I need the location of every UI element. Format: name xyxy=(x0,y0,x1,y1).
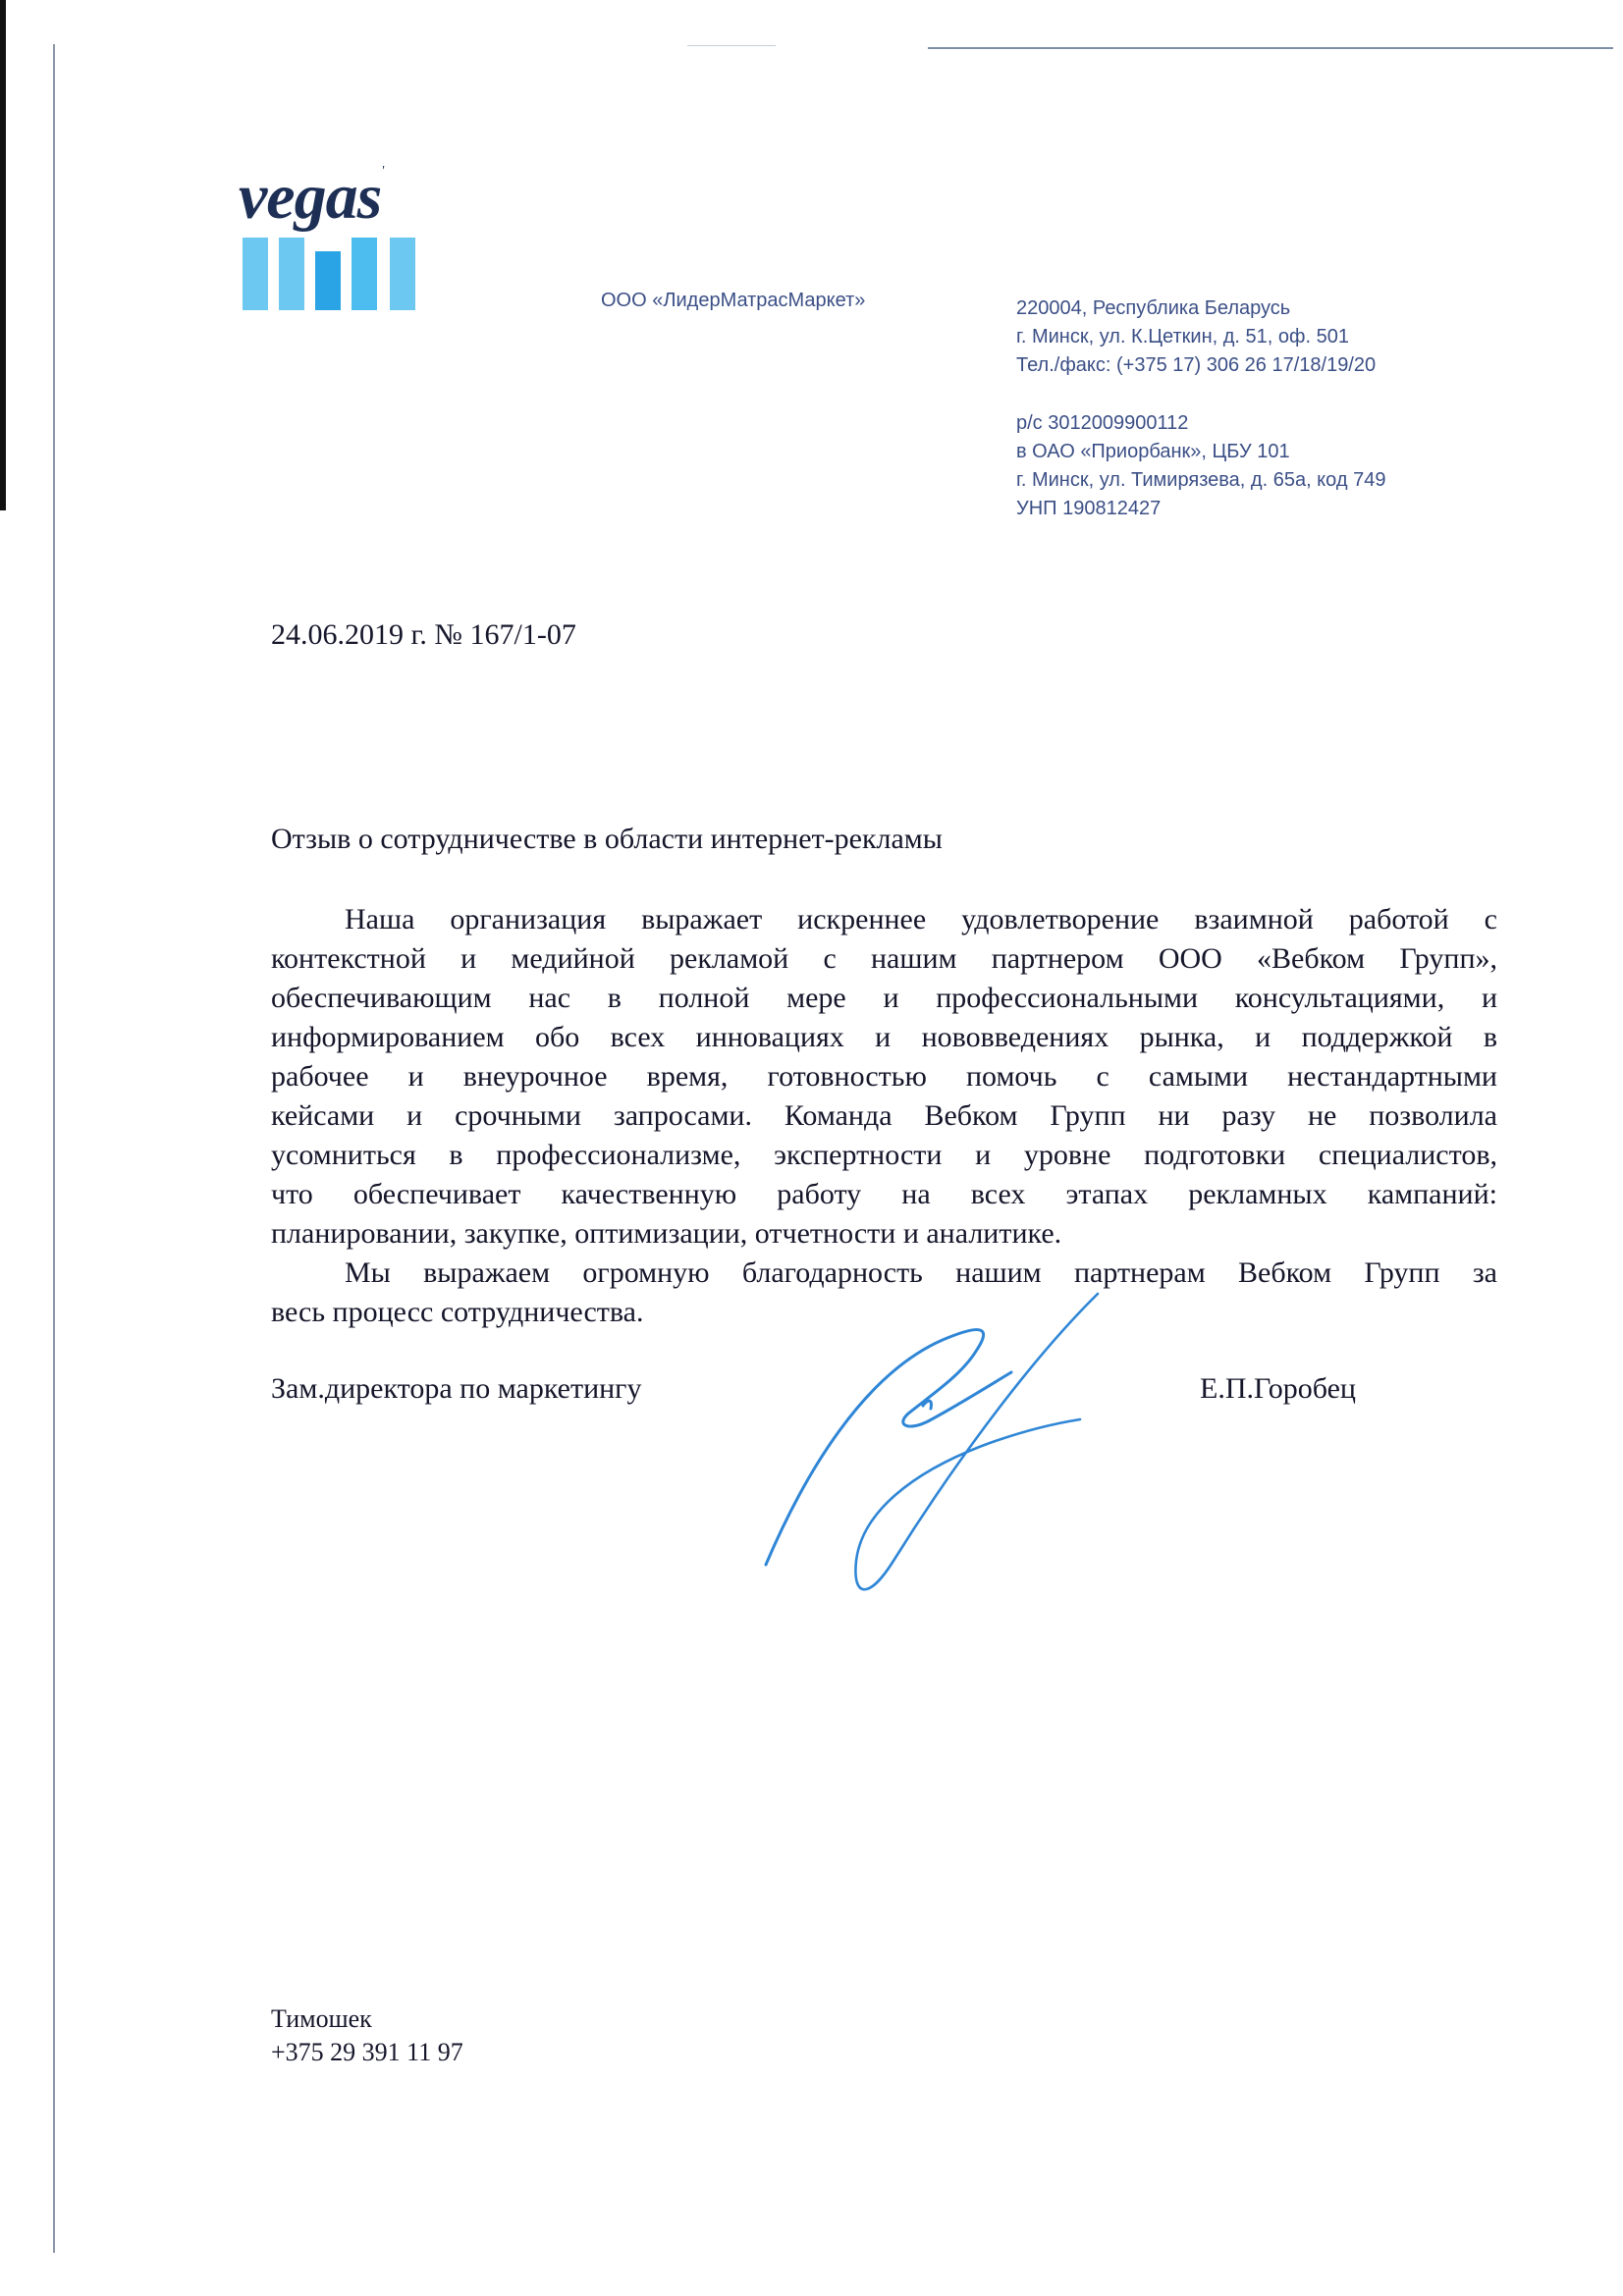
body-line: рабочее и внеурочное время, готовностью помочь с самыми нестандартными xyxy=(271,1060,1497,1093)
body-line: что обеспечивает качественную работу на всех этапах рекламных кампаний: xyxy=(271,1178,1497,1210)
body-line: Мы выражаем огромную благодарность нашим партнерам Вебком Групп за xyxy=(345,1256,1497,1289)
executor-phone: +375 29 391 11 97 xyxy=(271,2038,463,2066)
logo-wordmark: vegas xyxy=(239,161,382,233)
body-line: планировании, закупке, оптимизации, отчетности и аналитике. xyxy=(271,1217,1062,1250)
bank-line: г. Минск, ул. Тимирязева, д. 65а, код 749 xyxy=(1016,469,1386,491)
bank-line: р/с 3012009900112 xyxy=(1016,412,1189,434)
vegas-logo xyxy=(239,161,384,233)
body-line: усомниться в профессионализме, экспертности и уровне подготовки специалистов, xyxy=(271,1139,1497,1171)
phone-line: Тел./факс: (+375 17) 306 26 17/18/19/20 xyxy=(1016,354,1377,376)
body-line: весь процесс сотрудничества. xyxy=(271,1296,644,1328)
letter-body xyxy=(271,900,1497,1332)
address-line: г. Минск, ул. К.Цеткин, д. 51, оф. 501 xyxy=(1016,326,1349,347)
body-line: контекстной и медийной рекламой с нашим партнером ООО «Вебком Групп», xyxy=(271,942,1497,975)
body-line: обеспечивающим нас в полной мере и профессиональными консультациями, и xyxy=(271,982,1497,1014)
logo-trademark: ' xyxy=(381,164,384,179)
body-line: информированием обо всех инновациях и нововведениях рынка, и поддержкой в xyxy=(271,1021,1497,1053)
executor-name: Тимошек xyxy=(271,2004,372,2033)
scan-border-left xyxy=(53,44,55,2253)
body-line: кейсами и срочными запросами. Команда Вебком Групп ни разу не позволила xyxy=(271,1099,1497,1132)
bank-line: в ОАО «Приорбанк», ЦБУ 101 xyxy=(1016,441,1290,462)
executor-footer xyxy=(271,2002,463,2069)
letterhead-bank xyxy=(1016,409,1385,523)
letterhead-company: ООО «ЛидерМатрасМаркет» xyxy=(601,290,866,311)
bank-line: УНП 190812427 xyxy=(1016,498,1162,519)
scan-edge xyxy=(0,0,6,510)
signatory-name: Е.П.Горобец xyxy=(1200,1372,1356,1405)
body-line: Наша организация выражает искреннее удовлетворение взаимной работой с xyxy=(345,903,1497,935)
letter-subject: Отзыв о сотрудничестве в области интернет-рекламы xyxy=(271,823,943,855)
address-line: 220004, Республика Беларусь xyxy=(1016,297,1291,319)
scan-border-top-fragment xyxy=(687,45,776,46)
scan-border-top xyxy=(928,47,1613,49)
letterhead-address xyxy=(1016,294,1376,380)
signatory-title: Зам.директора по маркетингу xyxy=(271,1372,642,1405)
logo-bars-icon xyxy=(243,238,415,310)
letter-date-number: 24.06.2019 г. № 167/1-07 xyxy=(271,618,576,651)
